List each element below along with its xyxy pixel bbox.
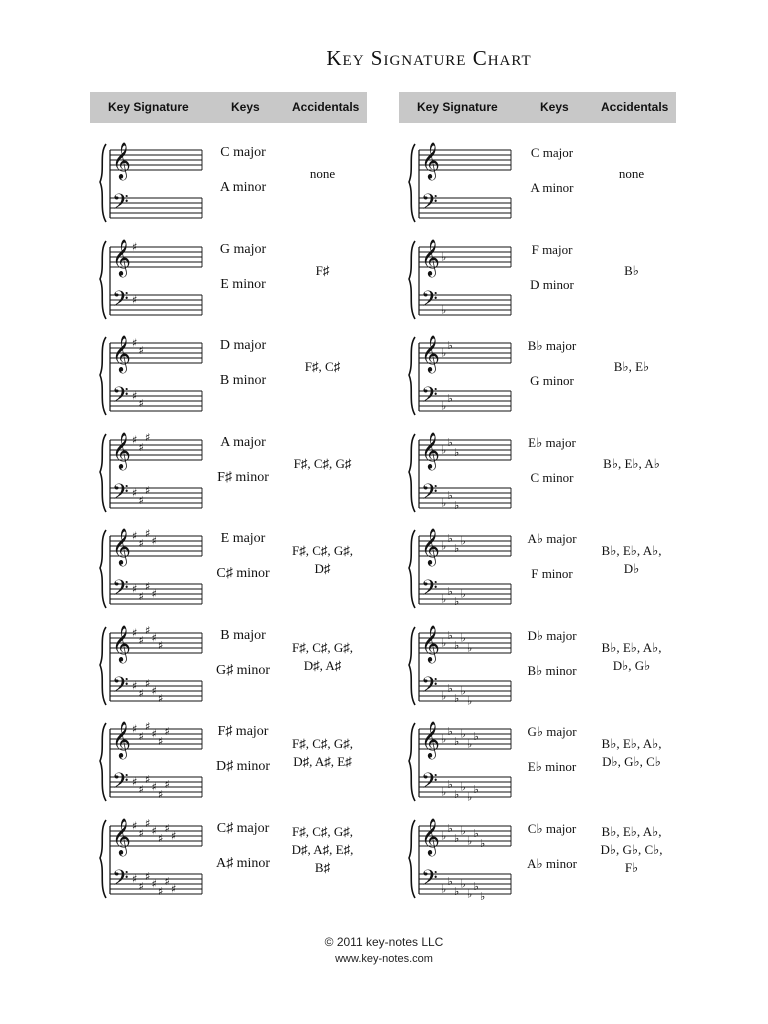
accidentals-list (587, 542, 676, 578)
page-title: Key Signature Chart (326, 46, 532, 70)
flat-keys-column (399, 92, 676, 903)
brace (100, 627, 106, 705)
bass-flat-icon: ♭ (454, 691, 460, 705)
treble-clef-icon: 𝄞 (421, 237, 440, 276)
accidentals-line: D♯, A♯, E♯ (293, 754, 352, 769)
bass-flat-icon: ♭ (441, 399, 447, 413)
bass-flat-icon: ♭ (460, 877, 466, 890)
minor-key-label: A minor (219, 180, 267, 195)
minor-key-label: F minor (531, 566, 573, 581)
major-key-label: D♭ major (527, 627, 577, 643)
sharp-keys-column (90, 92, 367, 898)
grand-staff (98, 134, 208, 230)
treble-flat-icon: ♭ (441, 539, 447, 553)
major-key-label: C♯ major (216, 820, 270, 836)
bass-flat-icon: ♭ (473, 879, 479, 893)
accidentals-list (587, 639, 676, 675)
treble-flat-icon: ♭ (460, 727, 466, 741)
key-signature-row (399, 810, 676, 906)
treble-sharp-icon: ♯ (158, 831, 164, 845)
key-signature-row (399, 134, 676, 230)
treble-sharp-icon: ♯ (151, 824, 157, 837)
key-signature-row (90, 327, 367, 423)
brace (409, 337, 415, 415)
grand-staff (407, 617, 517, 713)
bass-clef-icon: 𝄢 (421, 576, 438, 606)
accidentals-line: B♭, E♭ (613, 359, 650, 374)
accidentals-line: F♯, C♯ (304, 359, 341, 374)
treble-clef-icon: 𝄞 (112, 334, 131, 372)
accidentals-list (278, 262, 367, 280)
bass-flat-icon: ♭ (447, 392, 453, 405)
treble-flat-icon: ♭ (467, 641, 473, 654)
treble-clef-icon: 𝄞 (421, 720, 440, 758)
header-keys: Keys (540, 100, 569, 114)
bass-flat-icon: ♭ (441, 496, 447, 509)
minor-key-label: C♯ minor (216, 566, 270, 581)
key-signature-row (399, 520, 676, 616)
treble-sharp-icon: ♯ (164, 821, 170, 835)
bass-sharp-icon: ♯ (138, 783, 144, 796)
bass-flat-icon: ♭ (454, 884, 460, 898)
treble-flat-icon: ♭ (441, 829, 447, 842)
brace (100, 530, 106, 608)
treble-sharp-icon: ♯ (132, 433, 138, 446)
accidentals-line: F♯ (315, 262, 330, 278)
major-key-label: G major (219, 241, 267, 257)
treble-sharp-icon: ♯ (132, 626, 138, 639)
bass-sharp-icon: ♯ (151, 684, 157, 697)
treble-flat-icon: ♭ (454, 831, 460, 845)
treble-clef-icon: 𝄞 (421, 623, 440, 662)
bass-clef-icon: 𝄢 (112, 672, 129, 703)
accidentals-line: D♯, A♯ (303, 657, 342, 673)
grand-staff (407, 713, 517, 809)
bass-flat-icon: ♭ (454, 498, 460, 512)
grand-staff (407, 520, 517, 616)
brace (100, 144, 106, 222)
bass-flat-icon: ♭ (447, 874, 453, 888)
bass-sharp-icon: ♯ (158, 884, 164, 898)
bass-flat-icon: ♭ (447, 681, 453, 695)
bass-sharp-icon: ♯ (158, 691, 164, 705)
bass-flat-icon: ♭ (441, 785, 447, 799)
bass-sharp-icon: ♯ (145, 676, 151, 690)
bass-clef-icon: 𝄢 (112, 479, 129, 510)
grand-staff (407, 134, 517, 230)
treble-flat-icon: ♭ (441, 732, 447, 746)
key-signature-row (399, 617, 676, 713)
treble-flat-icon: ♭ (454, 735, 460, 748)
bass-sharp-icon: ♯ (138, 686, 144, 700)
bass-sharp-icon: ♯ (132, 679, 138, 692)
accidentals-list (587, 735, 676, 771)
major-key-label: E♭ major (528, 434, 576, 450)
treble-sharp-icon: ♯ (145, 816, 151, 830)
bass-clef-icon: 𝄢 (112, 576, 129, 606)
treble-sharp-icon: ♯ (171, 829, 177, 842)
treble-clef-icon: 𝄞 (112, 237, 131, 276)
accidentals-line: B♯ (314, 859, 331, 875)
major-key-label: C♭ major (527, 820, 577, 836)
treble-sharp-icon: ♯ (138, 440, 144, 454)
minor-key-label: D♯ minor (215, 759, 271, 774)
accidentals-list (278, 165, 367, 183)
treble-sharp-icon: ♯ (132, 529, 138, 543)
key-signature-row (90, 810, 367, 906)
brace (409, 241, 415, 319)
treble-flat-icon: ♭ (441, 443, 447, 456)
bass-sharp-icon: ♯ (151, 780, 157, 794)
major-key-label: B♭ major (527, 338, 577, 353)
treble-clef-icon: 𝄞 (112, 816, 131, 855)
treble-flat-icon: ♭ (441, 250, 447, 263)
bass-flat-icon: ♭ (467, 694, 473, 707)
accidentals-list (587, 262, 676, 280)
bass-flat-icon: ♭ (441, 689, 447, 702)
bass-clef-icon: 𝄢 (421, 479, 438, 510)
treble-sharp-icon: ♯ (164, 725, 170, 738)
bass-clef-icon: 𝄢 (421, 865, 438, 896)
treble-sharp-icon: ♯ (132, 819, 138, 832)
accidentals-list (278, 542, 367, 578)
brace (409, 820, 415, 898)
treble-clef-icon: 𝄞 (421, 816, 440, 855)
bass-flat-icon: ♭ (447, 585, 453, 598)
minor-key-label: G minor (530, 373, 574, 388)
major-key-label: F♯ major (217, 724, 269, 739)
brace (100, 337, 106, 415)
treble-flat-icon: ♭ (441, 346, 447, 360)
treble-sharp-icon: ♯ (158, 638, 164, 652)
bass-sharp-icon: ♯ (138, 879, 144, 893)
bass-sharp-icon: ♯ (164, 874, 170, 888)
bass-flat-icon: ♭ (467, 790, 473, 804)
grand-staff (98, 327, 208, 423)
treble-flat-icon: ♭ (473, 730, 479, 743)
accidentals-line: F♯, C♯, G♯, (291, 736, 354, 751)
treble-flat-icon: ♭ (454, 542, 460, 555)
accidentals-line: none (309, 166, 336, 181)
header-key-signature: Key Signature (108, 100, 189, 114)
bass-sharp-icon: ♯ (145, 773, 151, 786)
accidentals-line: D♭ (623, 561, 640, 576)
accidentals-line: F♯, C♯, G♯ (293, 455, 352, 471)
key-signature-row (399, 231, 676, 327)
treble-clef-icon: 𝄞 (112, 720, 131, 758)
bass-clef-icon: 𝄢 (112, 383, 129, 413)
brace (409, 144, 415, 222)
accidentals-line: F♯, C♯, G♯, (291, 543, 354, 558)
accidentals-line: D♭, G♭, C♭, (600, 841, 663, 857)
minor-key-label: A♭ minor (527, 855, 577, 871)
bass-sharp-icon: ♯ (132, 582, 138, 596)
accidentals-line: D♯, A♯, E♯, (291, 841, 354, 857)
treble-sharp-icon: ♯ (138, 826, 144, 840)
brace (100, 434, 106, 512)
treble-clef-icon: 𝄞 (112, 527, 131, 565)
accidentals-list (278, 639, 367, 675)
accidentals-line: B♭, E♭, A♭, (601, 543, 662, 558)
bass-clef-icon: 𝄢 (421, 383, 438, 413)
treble-clef-icon: 𝄞 (112, 623, 131, 662)
grand-staff (407, 424, 517, 520)
major-key-label: A♭ major (527, 531, 577, 546)
minor-key-label: B♭ minor (527, 662, 577, 678)
brace (100, 723, 106, 801)
brace (409, 434, 415, 512)
brace (100, 820, 106, 898)
bass-sharp-icon: ♯ (171, 882, 177, 895)
minor-key-label: A minor (530, 180, 574, 195)
bass-sharp-icon: ♯ (132, 872, 138, 885)
bass-flat-icon: ♭ (441, 882, 447, 895)
treble-flat-icon: ♭ (467, 737, 473, 751)
copyright-text: © 2011 key-notes LLC (324, 935, 444, 949)
accidentals-line: none (618, 166, 645, 181)
major-key-label: C major (220, 145, 266, 160)
bass-sharp-icon: ♯ (151, 877, 157, 890)
major-key-label: A major (220, 434, 266, 450)
bass-sharp-icon: ♯ (138, 493, 144, 507)
bass-clef-icon: 𝄢 (112, 190, 129, 220)
grand-staff (98, 617, 208, 713)
bass-flat-icon: ♭ (454, 595, 460, 608)
grand-staff (407, 327, 517, 423)
minor-key-label: F♯ minor (217, 469, 269, 485)
bass-flat-icon: ♭ (454, 788, 460, 801)
treble-sharp-icon: ♯ (151, 534, 157, 548)
treble-flat-icon: ♭ (447, 821, 453, 835)
treble-clef-icon: 𝄞 (421, 430, 440, 469)
minor-key-label: C minor (530, 469, 574, 485)
minor-key-label: B minor (219, 373, 267, 388)
accidentals-list (587, 823, 676, 877)
treble-clef-icon: 𝄞 (421, 527, 440, 565)
bass-clef-icon: 𝄢 (421, 190, 438, 220)
key-signature-row (90, 424, 367, 520)
treble-flat-icon: ♭ (460, 824, 466, 837)
bass-clef-icon: 𝄢 (421, 769, 438, 799)
bass-clef-icon: 𝄢 (112, 865, 129, 896)
accidentals-line: F♭ (624, 859, 639, 875)
major-key-label: D major (219, 338, 267, 353)
bass-clef-icon: 𝄢 (421, 672, 438, 703)
bass-flat-icon: ♭ (480, 889, 486, 903)
treble-sharp-icon: ♯ (132, 336, 138, 350)
major-key-label: G♭ major (527, 724, 577, 739)
treble-sharp-icon: ♯ (151, 631, 157, 644)
grand-staff (98, 424, 208, 520)
table-header (90, 92, 367, 123)
bass-sharp-icon: ♯ (158, 788, 164, 801)
accidentals-list (587, 455, 676, 473)
accidentals-line: B♭, E♭, A♭, (601, 736, 662, 751)
treble-sharp-icon: ♯ (151, 727, 157, 741)
treble-flat-icon: ♭ (447, 339, 453, 352)
treble-sharp-icon: ♯ (138, 537, 144, 550)
bass-sharp-icon: ♯ (164, 778, 170, 791)
treble-flat-icon: ♭ (467, 834, 473, 847)
header-accidentals: Accidentals (601, 100, 669, 114)
treble-flat-icon: ♭ (460, 534, 466, 548)
bass-sharp-icon: ♯ (145, 580, 151, 593)
treble-sharp-icon: ♯ (138, 344, 144, 357)
accidentals-line: D♭, G♭, C♭ (602, 754, 661, 769)
treble-flat-icon: ♭ (447, 532, 453, 545)
treble-sharp-icon: ♯ (138, 633, 144, 647)
bass-flat-icon: ♭ (441, 592, 447, 606)
major-key-label: F major (531, 241, 573, 257)
treble-sharp-icon: ♯ (145, 430, 151, 444)
key-signature-row (399, 327, 676, 423)
treble-flat-icon: ♭ (480, 836, 486, 850)
brace (409, 530, 415, 608)
brace (409, 627, 415, 705)
grand-staff (407, 810, 517, 906)
grand-staff (98, 520, 208, 616)
bass-flat-icon: ♭ (460, 780, 466, 794)
accidentals-line: D♭, G♭ (612, 657, 651, 673)
grand-staff (98, 713, 208, 809)
header-accidentals: Accidentals (292, 100, 360, 114)
bass-clef-icon: 𝄢 (112, 769, 129, 799)
key-signature-row (90, 617, 367, 713)
bass-sharp-icon: ♯ (132, 775, 138, 789)
bass-flat-icon: ♭ (447, 488, 453, 502)
treble-clef-icon: 𝄞 (112, 141, 131, 179)
accidentals-list (278, 823, 367, 877)
major-key-label: C major (530, 145, 574, 160)
minor-key-label: D minor (530, 276, 574, 292)
website-link[interactable]: www.key-notes.com (335, 953, 433, 965)
bass-flat-icon: ♭ (473, 783, 479, 796)
key-signature-row (90, 713, 367, 809)
minor-key-label: G♯ minor (215, 662, 271, 678)
accidentals-line: F♯, C♯, G♯, (291, 823, 354, 839)
accidentals-list (587, 358, 676, 376)
brace (409, 723, 415, 801)
treble-sharp-icon: ♯ (158, 735, 164, 748)
bass-flat-icon: ♭ (447, 778, 453, 791)
accidentals-line: B♭, E♭, A♭ (603, 455, 660, 471)
treble-clef-icon: 𝄞 (112, 430, 131, 469)
treble-flat-icon: ♭ (454, 638, 460, 652)
accidentals-line: B♭, E♭, A♭, (601, 823, 662, 839)
bass-flat-icon: ♭ (460, 684, 466, 697)
treble-clef-icon: 𝄞 (421, 334, 440, 372)
treble-clef-icon: 𝄞 (421, 141, 440, 179)
treble-sharp-icon: ♯ (145, 720, 151, 733)
key-signature-row (90, 231, 367, 327)
grand-staff (98, 810, 208, 906)
bass-sharp-icon: ♯ (138, 397, 144, 410)
treble-flat-icon: ♭ (447, 628, 453, 642)
accidentals-line: F♯, C♯, G♯, (291, 639, 354, 655)
accidentals-list (587, 165, 676, 183)
accidentals-list (278, 735, 367, 771)
key-signature-row (90, 134, 367, 230)
bass-sharp-icon: ♯ (132, 293, 138, 306)
bass-clef-icon: 𝄢 (112, 286, 129, 317)
minor-key-label: E minor (220, 276, 266, 292)
bass-flat-icon: ♭ (467, 887, 473, 900)
treble-flat-icon: ♭ (441, 636, 447, 649)
bass-sharp-icon: ♯ (151, 587, 157, 601)
bass-flat-icon: ♭ (460, 587, 466, 601)
treble-flat-icon: ♭ (473, 826, 479, 840)
treble-flat-icon: ♭ (447, 435, 453, 449)
treble-flat-icon: ♭ (454, 445, 460, 459)
bass-sharp-icon: ♯ (145, 483, 151, 497)
key-signature-row (399, 424, 676, 520)
brace (100, 241, 106, 319)
accidentals-list (278, 455, 367, 473)
table-header (399, 92, 676, 123)
treble-sharp-icon: ♯ (132, 722, 138, 736)
accidentals-list (278, 358, 367, 376)
accidentals-line: D♯ (314, 561, 331, 576)
bass-flat-icon: ♭ (441, 303, 447, 316)
grand-staff (98, 231, 208, 327)
header-keys: Keys (231, 100, 260, 114)
accidentals-line: B♭ (624, 262, 639, 278)
major-key-label: E major (220, 531, 266, 546)
minor-key-label: E♭ minor (527, 759, 577, 774)
accidentals-line: B♭, E♭, A♭, (601, 639, 662, 655)
minor-key-label: A♯ minor (215, 855, 271, 871)
treble-flat-icon: ♭ (447, 725, 453, 738)
treble-sharp-icon: ♯ (132, 240, 138, 253)
header-key-signature: Key Signature (417, 100, 498, 114)
bass-sharp-icon: ♯ (138, 590, 144, 603)
major-key-label: B major (220, 627, 266, 643)
key-signature-row (399, 713, 676, 809)
treble-sharp-icon: ♯ (145, 527, 151, 540)
treble-sharp-icon: ♯ (138, 730, 144, 743)
key-signature-row (90, 520, 367, 616)
bass-sharp-icon: ♯ (132, 389, 138, 403)
bass-sharp-icon: ♯ (145, 869, 151, 883)
treble-flat-icon: ♭ (460, 631, 466, 644)
bass-sharp-icon: ♯ (132, 486, 138, 499)
bass-clef-icon: 𝄢 (421, 286, 438, 317)
grand-staff (407, 231, 517, 327)
treble-sharp-icon: ♯ (145, 623, 151, 637)
